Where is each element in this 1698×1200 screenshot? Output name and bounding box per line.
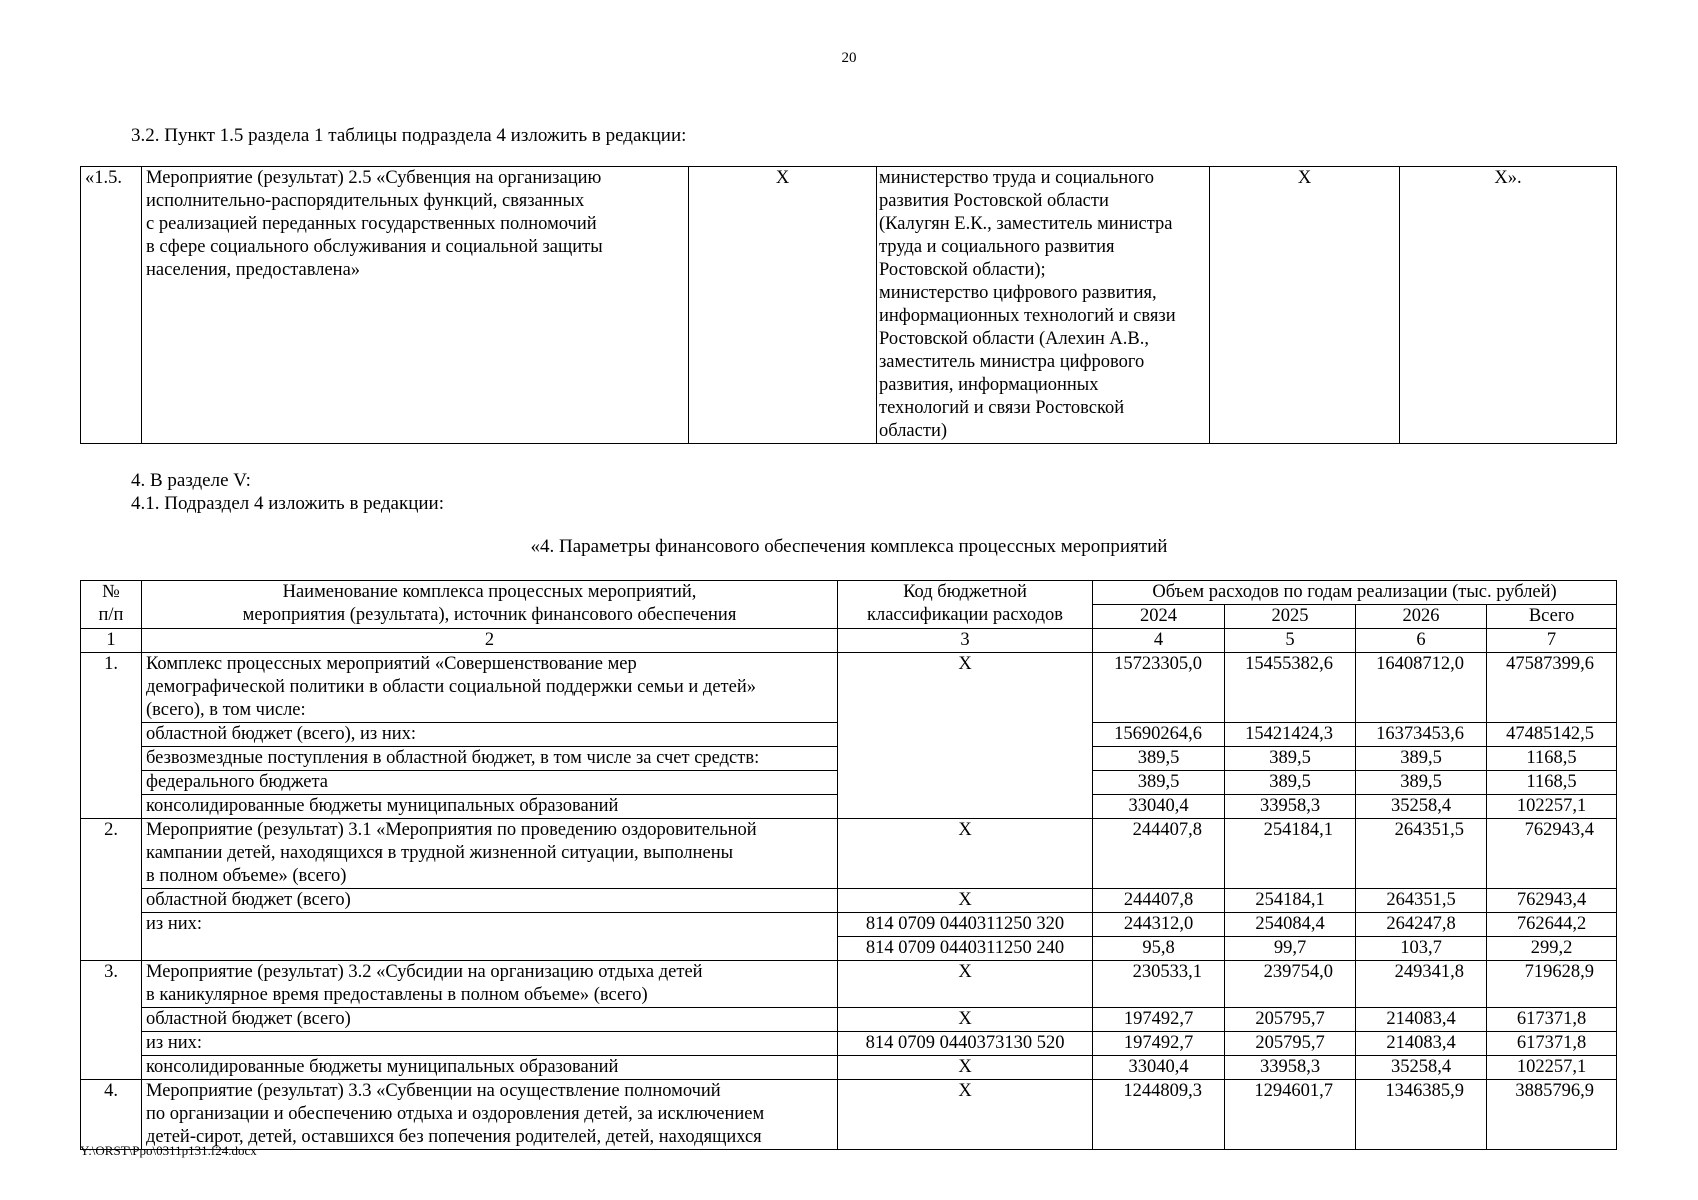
value-2024: 244312,0 <box>1093 913 1225 937</box>
budget-code: Х <box>838 961 1093 1008</box>
header-num <box>81 581 142 629</box>
value-2026: 264247,8 <box>1356 913 1487 937</box>
source-name: из них: <box>142 1032 838 1056</box>
table-item-1-5 <box>80 166 1617 444</box>
value-total: 617371,8 <box>1487 1032 1617 1056</box>
value-2024: 197492,7 <box>1093 1032 1225 1056</box>
row-number: 3. <box>81 961 142 1080</box>
value-2024: 1244809,3 <box>1093 1080 1225 1150</box>
text-line: Мероприятие (результат) 3.3 «Субвенции на осуществление полномочий <box>146 1081 721 1101</box>
value-2025: 1294601,7 <box>1225 1080 1356 1150</box>
col-index: 4 <box>1093 629 1225 653</box>
text-line: Мероприятие (результат) 2.5 «Субвенция на организацию <box>146 168 602 188</box>
x-mark: Х <box>689 167 877 444</box>
value-2026: 214083,4 <box>1356 1032 1487 1056</box>
table-row <box>81 1032 1617 1056</box>
paragraph-4: 4. В разделе V: <box>131 470 251 491</box>
text-line: информационных технологий и связи <box>879 306 1176 326</box>
table-row <box>81 819 1617 889</box>
item-number: «1.5. <box>81 167 142 444</box>
value-2025: 254184,1 <box>1225 889 1356 913</box>
table-row <box>81 167 1617 444</box>
text-line: Мероприятие (результат) 3.2 «Субсидии на организацию отдыха детей <box>146 962 703 982</box>
budget-code: 814 0709 0440311250 240 <box>838 937 1093 961</box>
value-2025: 15455382,6 <box>1225 653 1356 723</box>
source-name: областной бюджет (всего) <box>142 1008 838 1032</box>
value-2026: 389,5 <box>1356 771 1487 795</box>
value-2024: 15690264,6 <box>1093 723 1225 747</box>
value-total: 719628,9 <box>1487 961 1617 1008</box>
value-total: 47587399,6 <box>1487 653 1617 723</box>
col-index: 5 <box>1225 629 1356 653</box>
text-line: в полном объеме» (всего) <box>146 866 347 886</box>
table-row <box>81 1008 1617 1032</box>
paragraph-4-1: 4.1. Подраздел 4 изложить в редакции: <box>131 493 444 514</box>
value-2025: 33958,3 <box>1225 795 1356 819</box>
value-2025: 389,5 <box>1225 747 1356 771</box>
col-index: 1 <box>81 629 142 653</box>
value-2025: 389,5 <box>1225 771 1356 795</box>
text-line: населения, предоставлена» <box>146 260 361 280</box>
text-line: по организации и обеспечению отдыха и оздоровления детей, за исключением <box>146 1104 765 1124</box>
value-2025: 205795,7 <box>1225 1008 1356 1032</box>
text-line: (всего), в том числе: <box>146 700 306 720</box>
value-total: 762644,2 <box>1487 913 1617 937</box>
section-heading: «4. Параметры финансового обеспечения комплекса процессных мероприятий <box>530 536 1168 557</box>
value-2026: 249341,8 <box>1356 961 1487 1008</box>
value-2025: 239754,0 <box>1225 961 1356 1008</box>
budget-code: Х <box>838 1080 1093 1150</box>
text-line: классификации расходов <box>867 605 1063 625</box>
header-total: Всего <box>1487 605 1617 629</box>
text-line: мероприятия (результата), источник финансового обеспечения <box>242 605 737 625</box>
responsible <box>877 167 1210 444</box>
source-name: безвозмездные поступления в областной бюджет, в том числе за счет средств: <box>142 747 838 771</box>
value-2024: 230533,1 <box>1093 961 1225 1008</box>
value-total: 762943,4 <box>1487 819 1617 889</box>
text-line: (Калугян Е.К., заместитель министра <box>879 214 1173 234</box>
text-line: труда и социального развития <box>879 237 1115 257</box>
text-line: детей-сирот, детей, оставшихся без попечения родителей, детей, находящихся <box>146 1127 762 1147</box>
row-name <box>142 653 838 723</box>
table-index-row <box>81 629 1617 653</box>
budget-code: Х <box>838 1008 1093 1032</box>
col-index: 3 <box>838 629 1093 653</box>
text-line: исполнительно-распорядительных функций, связанных <box>146 191 585 211</box>
value-2024: 15723305,0 <box>1093 653 1225 723</box>
value-2025: 33958,3 <box>1225 1056 1356 1080</box>
text-line: Комплекс процессных мероприятий «Совершенствование мер <box>146 654 637 674</box>
table-row <box>81 1080 1617 1150</box>
value-2026: 389,5 <box>1356 747 1487 771</box>
value-2024: 244407,8 <box>1093 889 1225 913</box>
value-2024: 389,5 <box>1093 771 1225 795</box>
value-total: 47485142,5 <box>1487 723 1617 747</box>
value-2024: 33040,4 <box>1093 795 1225 819</box>
table-row <box>81 653 1617 723</box>
col-index: 2 <box>142 629 838 653</box>
text-line: заместитель министра цифрового <box>879 352 1145 372</box>
source-name: из них: <box>142 913 838 961</box>
value-2026: 264351,5 <box>1356 819 1487 889</box>
x-mark: Х». <box>1400 167 1617 444</box>
source-name: консолидированные бюджеты муниципальных образований <box>142 1056 838 1080</box>
row-number: 2. <box>81 819 142 961</box>
table-row <box>81 889 1617 913</box>
value-2024: 244407,8 <box>1093 819 1225 889</box>
table-row <box>81 1056 1617 1080</box>
text-line: министерство цифрового развития, <box>879 283 1157 303</box>
budget-code: 814 0709 0440373130 520 <box>838 1032 1093 1056</box>
value-2025: 254084,4 <box>1225 913 1356 937</box>
text-line: в каникулярное время предоставлены в полном объеме» (всего) <box>146 985 648 1005</box>
value-total: 1168,5 <box>1487 771 1617 795</box>
col-index: 7 <box>1487 629 1617 653</box>
value-total: 299,2 <box>1487 937 1617 961</box>
header-year: 2025 <box>1225 605 1356 629</box>
header-year: 2026 <box>1356 605 1487 629</box>
text-line: технологий и связи Ростовской <box>879 398 1125 418</box>
value-total: 102257,1 <box>1487 795 1617 819</box>
text-line: с реализацией переданных государственных полномочий <box>146 214 597 234</box>
table-row <box>81 913 1617 937</box>
header-year: 2024 <box>1093 605 1225 629</box>
header-code <box>838 581 1093 629</box>
text-line: № <box>102 582 120 602</box>
text-line: демографической политики в области социальной поддержки семьи и детей» <box>146 677 756 697</box>
text-line: Ростовской области); <box>879 260 1046 280</box>
source-name: областной бюджет (всего) <box>142 889 838 913</box>
value-total: 617371,8 <box>1487 1008 1617 1032</box>
table-header-row <box>81 581 1617 605</box>
header-volume: Объем расходов по годам реализации (тыс. рублей) <box>1093 581 1617 605</box>
source-name: областной бюджет (всего), из них: <box>142 723 838 747</box>
source-name: консолидированные бюджеты муниципальных образований <box>142 795 838 819</box>
value-total: 102257,1 <box>1487 1056 1617 1080</box>
x-mark: Х <box>1210 167 1400 444</box>
text-line: Наименование комплекса процессных мероприятий, <box>282 582 697 602</box>
value-2024: 33040,4 <box>1093 1056 1225 1080</box>
budget-code: 814 0709 0440311250 320 <box>838 913 1093 937</box>
value-2025: 254184,1 <box>1225 819 1356 889</box>
value-2024: 389,5 <box>1093 747 1225 771</box>
text-line: развития Ростовской области <box>879 191 1109 211</box>
text-line: развития, информационных <box>879 375 1099 395</box>
row-name <box>142 1080 838 1150</box>
value-2026: 1346385,9 <box>1356 1080 1487 1150</box>
value-2025: 99,7 <box>1225 937 1356 961</box>
value-2024: 95,8 <box>1093 937 1225 961</box>
text-line: в сфере социального обслуживания и социальной защиты <box>146 237 603 257</box>
value-2026: 264351,5 <box>1356 889 1487 913</box>
value-total: 762943,4 <box>1487 889 1617 913</box>
source-name: федерального бюджета <box>142 771 838 795</box>
text-line: министерство труда и социального <box>879 168 1154 188</box>
col-index: 6 <box>1356 629 1487 653</box>
budget-code: Х <box>838 653 1093 819</box>
value-total: 1168,5 <box>1487 747 1617 771</box>
value-2026: 214083,4 <box>1356 1008 1487 1032</box>
value-total: 3885796,9 <box>1487 1080 1617 1150</box>
page-number: 20 <box>841 50 857 66</box>
text-line: Ростовской области (Алехин А.В., <box>879 329 1149 349</box>
budget-code: Х <box>838 819 1093 889</box>
budget-code: Х <box>838 1056 1093 1080</box>
header-name <box>142 581 838 629</box>
table-financing <box>80 580 1617 1150</box>
budget-code: Х <box>838 889 1093 913</box>
row-name <box>142 961 838 1008</box>
value-2026: 103,7 <box>1356 937 1487 961</box>
text-line: п/п <box>98 605 124 625</box>
row-name <box>142 819 838 889</box>
table-row <box>81 961 1617 1008</box>
item-name <box>142 167 689 444</box>
text-line: Мероприятие (результат) 3.1 «Мероприятия по проведению оздоровительной <box>146 820 757 840</box>
value-2024: 197492,7 <box>1093 1008 1225 1032</box>
text-line: кампании детей, находящихся в трудной жизненной ситуации, выполнены <box>146 843 734 863</box>
text-line: области) <box>879 421 948 441</box>
value-2025: 15421424,3 <box>1225 723 1356 747</box>
value-2026: 35258,4 <box>1356 795 1487 819</box>
row-number: 1. <box>81 653 142 819</box>
file-path-footer: Y:\ORST\Ppo\0311p131.f24.docx <box>80 1143 257 1158</box>
value-2025: 205795,7 <box>1225 1032 1356 1056</box>
value-2026: 35258,4 <box>1356 1056 1487 1080</box>
row-number: 4. <box>81 1080 142 1150</box>
text-line: Код бюджетной <box>903 582 1027 602</box>
value-2026: 16373453,6 <box>1356 723 1487 747</box>
value-2026: 16408712,0 <box>1356 653 1487 723</box>
paragraph-3-2: 3.2. Пункт 1.5 раздела 1 таблицы подраздела 4 изложить в редакции: <box>131 125 687 146</box>
